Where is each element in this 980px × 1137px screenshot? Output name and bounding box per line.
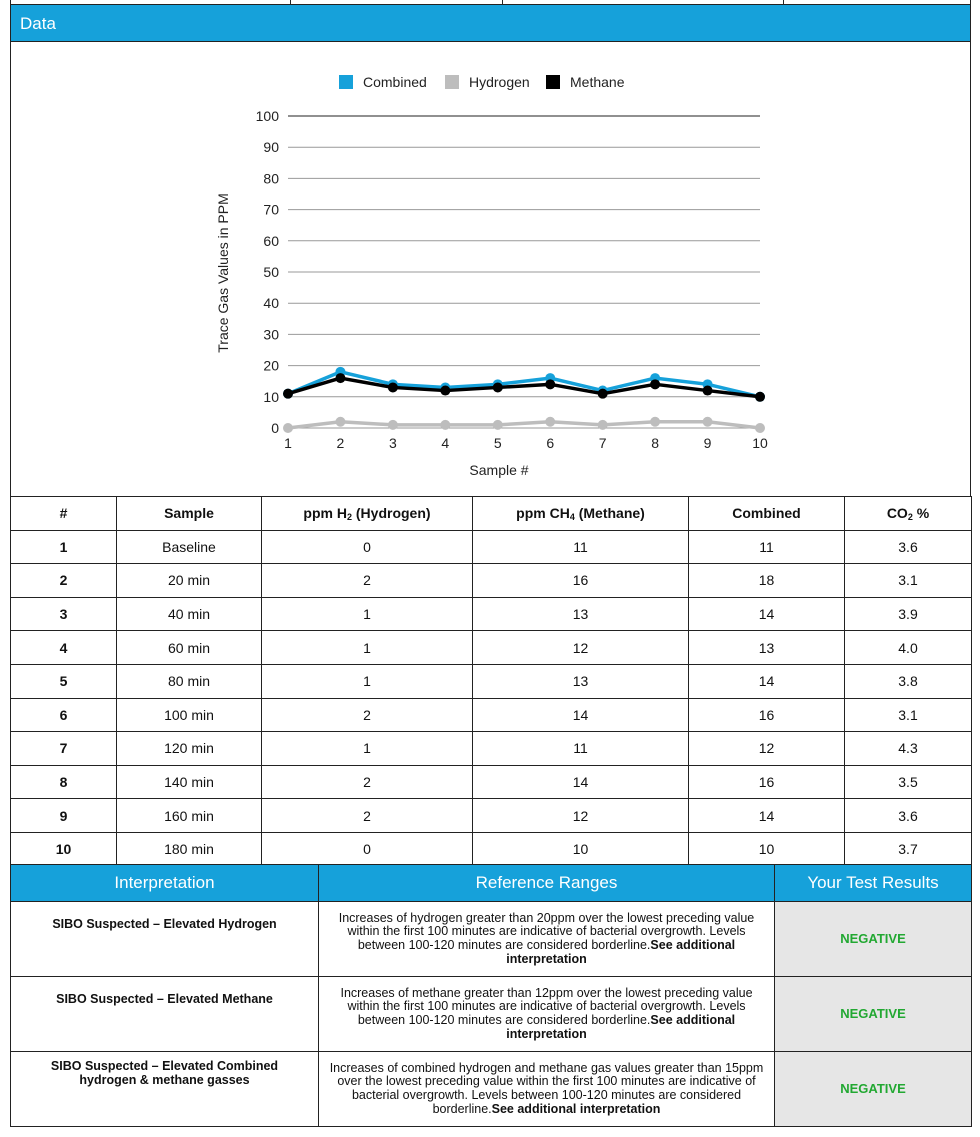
x-tick-label: 4 [441,435,450,451]
cell-hydrogen: 2 [262,799,473,833]
x-tick-label: 9 [703,435,712,451]
table-row [11,732,972,766]
data-point-hydrogen [440,420,450,430]
data-point-methane [283,389,293,399]
table-row [11,664,972,698]
col-methane: ppm $CH_4$ (Methane) [473,497,689,531]
interp-label: SIBO Suspected – Elevated Combined hydrogen & methane gasses [11,1052,319,1127]
legend-swatch-hydrogen [445,75,459,89]
cell-sample: 180 min [117,832,262,866]
data-point-methane [598,389,608,399]
table-row [11,765,972,799]
data-point-hydrogen [283,423,293,433]
table-row [11,631,972,665]
y-tick-label: 0 [271,420,279,436]
data-point-methane [388,382,398,392]
cell-co2: 3.1 [845,564,972,598]
x-axis-label: Sample # [469,462,529,478]
table-row [11,698,972,732]
cell-co2: 3.5 [845,765,972,799]
results-table [10,496,972,867]
cell-methane: 12 [473,631,689,665]
cell-methane: 11 [473,732,689,766]
cell-number: 7 [11,732,117,766]
cell-hydrogen: 2 [262,765,473,799]
legend-label-hydrogen: Hydrogen [469,74,530,90]
cell-sample: 100 min [117,698,262,732]
legend-label-combined: Combined [363,74,427,90]
cell-co2: 4.3 [845,732,972,766]
data-point-hydrogen [388,420,398,430]
see-more-link: See additional interpretation [491,1101,661,1116]
x-tick-label: 6 [546,435,555,451]
cell-sample: 60 min [117,631,262,665]
cell-sample: 80 min [117,664,262,698]
y-tick-label: 70 [263,201,279,218]
cell-hydrogen: 1 [262,664,473,698]
interp-row [11,977,972,1052]
see-more-link: See additional interpretation [506,1013,736,1041]
y-tick-label: 80 [263,170,279,187]
interp-label: SIBO Suspected – Elevated Hydrogen [11,902,319,977]
interp-result: NEGATIVE [775,1052,972,1127]
interp-result: NEGATIVE [775,977,972,1052]
y-tick-label: 20 [263,357,279,374]
cell-methane: 13 [473,664,689,698]
cell-hydrogen: 0 [262,832,473,866]
cell-hydrogen: 1 [262,597,473,631]
y-tick-label: 10 [263,388,279,405]
cell-co2: 3.9 [845,597,972,631]
cell-hydrogen: 0 [262,530,473,564]
data-point-methane [650,379,660,389]
legend-label-methane: Methane [570,74,625,90]
cell-sample: 160 min [117,799,262,833]
cell-combined: 11 [689,530,845,564]
cell-methane: 10 [473,832,689,866]
interp-header-row [11,865,972,902]
see-more-link: See additional interpretation [506,938,736,966]
cell-number: 5 [11,664,117,698]
table-row [11,597,972,631]
cell-number: 1 [11,530,117,564]
interpretation-table [10,864,972,1127]
x-tick-label: 2 [336,435,345,451]
cell-methane: 14 [473,698,689,732]
cell-number: 8 [11,765,117,799]
y-tick-label: 100 [255,108,279,124]
cell-sample: 40 min [117,597,262,631]
cell-sample: Baseline [117,530,262,564]
cell-co2: 3.6 [845,530,972,564]
data-point-hydrogen [545,417,555,427]
cell-combined: 12 [689,732,845,766]
legend-swatch-methane [546,75,560,89]
data-point-methane [440,386,450,396]
cell-co2: 3.7 [845,832,972,866]
col-sample: Sample [117,497,262,531]
y-axis-label: Trace Gas Values in PPM [215,193,231,353]
x-tick-label: 10 [752,435,768,451]
cell-number: 9 [11,799,117,833]
data-point-methane [545,379,555,389]
col-co2: $CO_2$ % [845,497,972,531]
x-tick-label: 3 [388,435,397,451]
interp-col-results: Your Test Results [775,865,972,902]
cell-number: 4 [11,631,117,665]
data-point-hydrogen [703,417,713,427]
cell-methane: 13 [473,597,689,631]
cell-sample: 140 min [117,765,262,799]
section-title: Data [11,5,970,42]
cell-co2: 3.1 [845,698,972,732]
table-row [11,832,972,866]
y-tick-label: 40 [263,295,279,312]
cell-methane: 11 [473,530,689,564]
data-point-hydrogen [598,420,608,430]
y-tick-label: 50 [263,264,279,280]
cell-combined: 16 [689,765,845,799]
data-section [10,4,971,497]
interp-label: SIBO Suspected – Elevated Methane [11,977,319,1052]
cell-combined: 10 [689,832,845,866]
cell-combined: 14 [689,664,845,698]
data-point-methane [703,386,713,396]
cell-methane: 12 [473,799,689,833]
cell-hydrogen: 2 [262,564,473,598]
table-header-row [11,497,972,531]
gas-chart [11,43,969,495]
cell-sample: 20 min [117,564,262,598]
interp-reference: Increases of hydrogen greater than 20ppm over the lowest preceding value within the first 100 minutes are indicative of bacterial overgrowth. Levels between 100-120 minutes are considered borderline.See additional interpretation [319,902,775,977]
cell-co2: 3.6 [845,799,972,833]
cell-sample: 120 min [117,732,262,766]
data-point-hydrogen [755,423,765,433]
legend-swatch-combined [339,75,353,89]
col-number: # [11,497,117,531]
table-row [11,799,972,833]
data-point-methane [335,373,345,383]
interp-col-reference: Reference Ranges [319,865,775,902]
y-tick-label: 60 [263,232,279,249]
cell-number: 2 [11,564,117,598]
cell-combined: 14 [689,597,845,631]
data-point-hydrogen [650,417,660,427]
table-row [11,564,972,598]
x-tick-label: 5 [493,435,502,451]
series-line-hydrogen [288,422,760,428]
interp-row [11,1052,972,1127]
cell-co2: 4.0 [845,631,972,665]
interp-result: NEGATIVE [775,902,972,977]
data-point-hydrogen [493,420,503,430]
data-point-hydrogen [335,417,345,427]
cell-hydrogen: 2 [262,698,473,732]
x-tick-label: 7 [598,435,607,451]
cell-methane: 14 [473,765,689,799]
y-tick-label: 30 [263,326,279,343]
cell-number: 3 [11,597,117,631]
table-row [11,530,972,564]
cell-combined: 16 [689,698,845,732]
cell-combined: 13 [689,631,845,665]
col-combined: Combined [689,497,845,531]
cell-hydrogen: 1 [262,631,473,665]
interp-reference: Increases of methane greater than 12ppm over the lowest preceding value within the first 100 minutes are indicative of bacterial overgrowth. Levels between 100-120 minutes are considered borderline.See additional interpretation [319,977,775,1052]
data-point-methane [493,382,503,392]
cell-number: 6 [11,698,117,732]
interp-row [11,902,972,977]
cell-co2: 3.8 [845,664,972,698]
interp-col-interpretation: Interpretation [11,865,319,902]
data-point-methane [755,392,765,402]
cell-hydrogen: 1 [262,732,473,766]
col-hydrogen: ppm $H_2$ (Hydrogen) [262,497,473,531]
cell-number: 10 [11,832,117,866]
cell-combined: 14 [689,799,845,833]
cell-methane: 16 [473,564,689,598]
y-tick-label: 90 [263,139,279,156]
x-tick-label: 8 [651,435,660,451]
cell-combined: 18 [689,564,845,598]
interp-reference: Increases of combined hydrogen and methane gas values greater than 15ppm over the lowest preceding value within the first 100 minutes are indicative of bacterial overgrowth. Levels between 100-120 minutes are considered borderline.See additional interpretation [319,1052,775,1127]
x-tick-label: 1 [284,435,292,451]
